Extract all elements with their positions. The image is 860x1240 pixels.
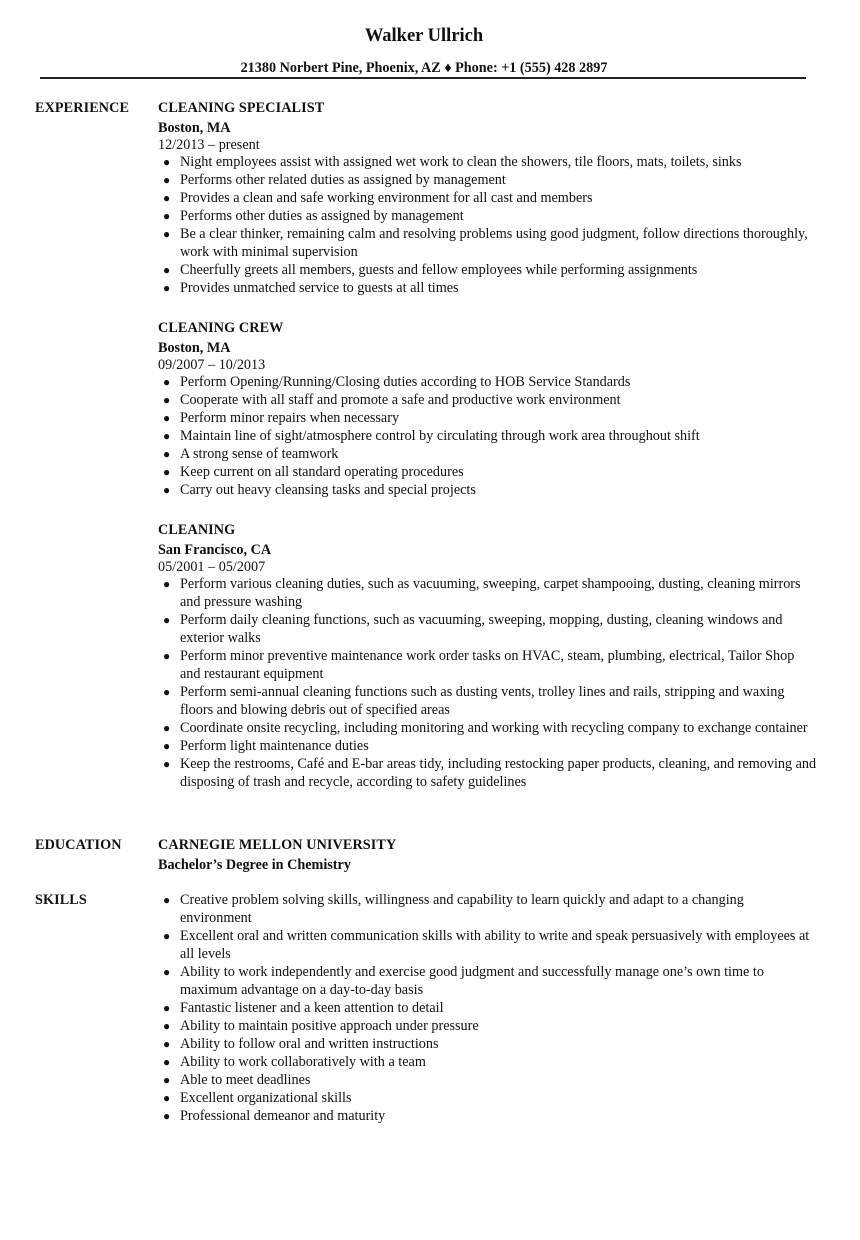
list-item	[158, 391, 818, 409]
list-item	[158, 737, 818, 755]
list-item	[158, 611, 818, 647]
bullet-icon: ●	[163, 155, 171, 169]
list-item-text: Excellent oral and written communication skills with ability to write and speak persuasively with employees at all levels	[180, 928, 810, 962]
list-item	[158, 755, 818, 791]
job-location: Boston, MA	[158, 340, 231, 356]
list-item-text: Provides unmatched service to guests at all times	[180, 280, 459, 296]
candidate-name: Walker Ullrich	[364, 26, 484, 46]
skills-list-wrapper	[158, 891, 818, 1125]
list-item	[158, 427, 818, 445]
list-item-text: Ability to work independently and exercise good judgment and successfully manage one’s own time to maximum advantage on a day-to-day basis	[180, 964, 764, 998]
list-item-text: Cooperate with all staff and promote a safe and productive work environment	[180, 392, 621, 408]
list-item-text: Perform minor repairs when necessary	[180, 410, 400, 426]
bullet-icon: ●	[163, 685, 171, 699]
list-item	[158, 225, 818, 261]
bullet-icon: ●	[163, 965, 171, 979]
list-item-text: Perform various cleaning duties, such as vacuuming, sweeping, carpet shampooing, dusting, cleaning mirrors and pressure washing	[180, 576, 801, 610]
list-item	[158, 463, 818, 481]
section-label-skills: SKILLS	[35, 892, 87, 908]
bullet-icon: ●	[163, 173, 171, 187]
list-item	[158, 1053, 818, 1071]
job-entry	[158, 319, 818, 499]
bullet-icon: ●	[163, 393, 171, 407]
bullet-icon: ●	[163, 411, 171, 425]
list-item	[158, 1107, 818, 1125]
list-item-text: Perform semi-annual cleaning functions such as dusting vents, trolley lines and rails, stripping and waxing floors and blowing debris out of specified areas	[180, 684, 785, 718]
list-item-text: Be a clear thinker, remaining calm and resolving problems using good judgment, follow directions thoroughly, work with minimal supervision	[180, 226, 808, 260]
list-item	[158, 481, 818, 499]
list-item	[158, 683, 818, 719]
list-item	[158, 963, 818, 999]
bullet-icon: ●	[163, 375, 171, 389]
bullet-icon: ●	[163, 227, 171, 241]
list-item-text: Cheerfully greets all members, guests and fellow employees while performing assignments	[180, 262, 698, 278]
list-item	[158, 575, 818, 611]
skills-list	[158, 891, 818, 1125]
bullet-icon: ●	[163, 929, 171, 943]
school-name: CARNEGIE MELLON UNIVERSITY	[158, 837, 397, 853]
list-item	[158, 1035, 818, 1053]
job-title: CLEANING	[158, 522, 236, 538]
bullet-icon: ●	[163, 613, 171, 627]
bullet-icon: ●	[163, 739, 171, 753]
bullet-icon: ●	[163, 893, 171, 907]
job-location: San Francisco, CA	[158, 542, 272, 558]
list-item-text: Night employees assist with assigned wet work to clean the showers, tile floors, mats, toilets, sinks	[180, 154, 742, 170]
bullet-icon: ●	[163, 465, 171, 479]
degree-name: Bachelor’s Degree in Chemistry	[158, 857, 351, 873]
list-item	[158, 445, 818, 463]
list-item-text: Carry out heavy cleansing tasks and special projects	[180, 482, 476, 498]
bullet-icon: ●	[163, 721, 171, 735]
list-item-text: Able to meet deadlines	[180, 1072, 311, 1088]
job-location: Boston, MA	[158, 120, 231, 136]
list-item-text: Professional demeanor and maturity	[180, 1108, 386, 1124]
job-entry	[158, 99, 818, 297]
list-item-text: Maintain line of sight/atmosphere control by circulating through work area throughout shift	[180, 428, 700, 444]
list-item	[158, 647, 818, 683]
job-bullets	[158, 575, 818, 791]
bullet-icon: ●	[163, 281, 171, 295]
list-item-text: Creative problem solving skills, willingness and capability to learn quickly and adapt to a changing environment	[180, 892, 744, 926]
list-item-text: Fantastic listener and a keen attention to detail	[180, 1000, 444, 1016]
list-item-text: Provides a clean and safe working environment for all cast and members	[180, 190, 593, 206]
bullet-icon: ●	[163, 1055, 171, 1069]
job-title: CLEANING SPECIALIST	[158, 100, 325, 116]
bullet-icon: ●	[163, 209, 171, 223]
job-dates: 12/2013 – present	[158, 137, 260, 153]
section-label-experience: EXPERIENCE	[35, 100, 130, 116]
bullet-icon: ●	[163, 429, 171, 443]
list-item-text: Perform minor preventive maintenance work order tasks on HVAC, steam, plumbing, electrical, Tailor Shop and restaurant equipment	[180, 648, 795, 682]
bullet-icon: ●	[163, 1073, 171, 1087]
job-dates: 09/2007 – 10/2013	[158, 357, 266, 373]
bullet-icon: ●	[163, 263, 171, 277]
list-item	[158, 1071, 818, 1089]
list-item-text: Keep current on all standard operating procedures	[180, 464, 464, 480]
bullet-icon: ●	[163, 757, 171, 771]
job-bullets	[158, 373, 818, 499]
list-item-text: Excellent organizational skills	[180, 1090, 352, 1106]
list-item-text: Performs other duties as assigned by management	[180, 208, 464, 224]
job-entry	[158, 521, 818, 791]
list-item	[158, 927, 818, 963]
list-item-text: Perform Opening/Running/Closing duties according to HOB Service Standards	[180, 374, 631, 390]
job-dates: 05/2001 – 05/2007	[158, 559, 266, 575]
list-item-text: Ability to work collaboratively with a team	[180, 1054, 426, 1070]
list-item	[158, 207, 818, 225]
job-bullets	[158, 153, 818, 297]
list-item	[158, 1017, 818, 1035]
bullet-icon: ●	[163, 1109, 171, 1123]
list-item	[158, 999, 818, 1017]
list-item-text: Perform light maintenance duties	[180, 738, 369, 754]
list-item	[158, 719, 818, 737]
list-item-text: Performs other related duties as assigned by management	[180, 172, 506, 188]
list-item-text: Keep the restrooms, Café and E-bar areas tidy, including restocking paper products, cleaning, and removing and disposing of trash and recycle, according to safety guidelines	[180, 756, 817, 790]
bullet-icon: ●	[163, 577, 171, 591]
list-item	[158, 1089, 818, 1107]
list-item	[158, 409, 818, 427]
bullet-icon: ●	[163, 1019, 171, 1033]
list-item	[158, 153, 818, 171]
list-item	[158, 373, 818, 391]
bullet-icon: ●	[163, 483, 171, 497]
list-item	[158, 891, 818, 927]
list-item	[158, 189, 818, 207]
list-item	[158, 279, 818, 297]
header-divider	[40, 77, 806, 79]
job-title: CLEANING CREW	[158, 320, 284, 336]
bullet-icon: ●	[163, 1037, 171, 1051]
list-item-text: Perform daily cleaning functions, such as vacuuming, sweeping, mopping, dusting, cleaning windows and exterior walks	[180, 612, 783, 646]
bullet-icon: ●	[163, 447, 171, 461]
bullet-icon: ●	[163, 1091, 171, 1105]
education-entry	[158, 836, 818, 874]
list-item-text: A strong sense of teamwork	[180, 446, 339, 462]
contact-line: 21380 Norbert Pine, Phoenix, AZ ♦ Phone: +1 (555) 428 2897	[240, 60, 608, 76]
list-item	[158, 171, 818, 189]
resume-header	[0, 24, 860, 77]
section-label-education: EDUCATION	[35, 837, 122, 853]
list-item	[158, 261, 818, 279]
list-item-text: Ability to follow oral and written instructions	[180, 1036, 439, 1052]
experience-jobs	[158, 99, 818, 813]
bullet-icon: ●	[163, 191, 171, 205]
bullet-icon: ●	[163, 649, 171, 663]
bullet-icon: ●	[163, 1001, 171, 1015]
list-item-text: Coordinate onsite recycling, including monitoring and working with recycling company to exchange container	[180, 720, 808, 736]
list-item-text: Ability to maintain positive approach under pressure	[180, 1018, 479, 1034]
